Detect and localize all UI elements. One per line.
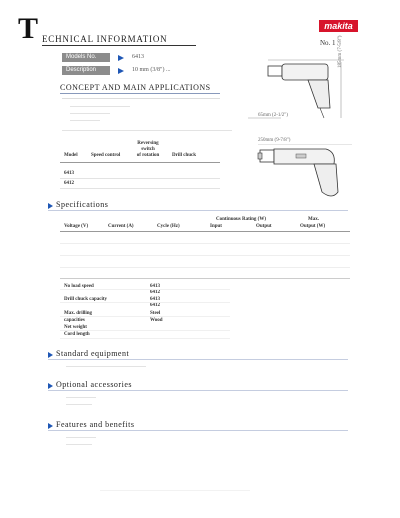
- spec-steel: Steel: [150, 311, 161, 316]
- table-rule: [60, 243, 350, 244]
- concept-title: CONCEPT AND MAIN APPLICATIONS: [60, 83, 211, 92]
- max-header: Max.: [308, 217, 319, 222]
- brand-logo: makita: [319, 20, 358, 32]
- continuous-rating-header: Continuous Rating (W): [216, 217, 267, 222]
- spec-label-no-load-speed: No load speed: [64, 284, 94, 289]
- specifications-title: Specifications: [56, 200, 109, 209]
- text-line: [66, 397, 96, 398]
- table-rule: [60, 278, 350, 279]
- dimension-height: 185mm (7-5/8"): [338, 35, 343, 68]
- arrow-right-icon: [118, 55, 124, 61]
- table-rule: [60, 267, 350, 268]
- concept-rule: [60, 93, 220, 94]
- dimension-length: 250mm (9-7/8"): [258, 138, 291, 143]
- speed-control-col-header: Speed control: [91, 153, 121, 158]
- table-rule: [60, 289, 230, 290]
- description-tag: Description: [62, 66, 110, 75]
- text-line: [62, 130, 232, 131]
- arrow-right-icon: [48, 203, 53, 209]
- reversing-col-header: Reversing switch of rotation: [136, 141, 160, 158]
- table-row-model: 6413: [64, 171, 74, 176]
- text-line: [70, 120, 100, 121]
- table-rule: [60, 338, 230, 339]
- table-rule: [60, 231, 350, 232]
- input-header: Input: [210, 224, 222, 229]
- table-rule: [60, 316, 230, 317]
- output-header: Output: [256, 224, 272, 229]
- spec-label-drill-chuck-capacity: Drill chuck capacity: [64, 297, 108, 302]
- drill-drawing-front-view: [256, 144, 356, 206]
- arrow-right-icon: [48, 352, 53, 358]
- text-line: [70, 106, 130, 107]
- page-title: ECHNICAL INFORMATION: [42, 34, 168, 44]
- current-header: Current (A): [108, 224, 134, 229]
- model-value: 6413: [132, 54, 144, 60]
- table-rule: [60, 255, 350, 256]
- spec-model-6413: 6413: [150, 284, 160, 289]
- text-line: [66, 437, 96, 438]
- spec-label-cord-length: Cord length: [64, 332, 90, 337]
- table-rule: [60, 162, 220, 163]
- spec-label-capacities: capacities: [64, 318, 85, 323]
- text-line: [70, 113, 110, 114]
- standard-equipment-title: Standard equipment: [56, 349, 130, 358]
- optional-rule: [48, 390, 348, 391]
- spec-label-max-drilling: Max. drilling: [64, 311, 93, 316]
- spec-wood: Wood: [150, 318, 163, 323]
- description-value: 10 mm (3/8") ...: [132, 67, 171, 73]
- spec-label-net-weight: Net weight: [64, 325, 87, 330]
- table-row-model: 6412: [64, 181, 74, 186]
- title-underline: [42, 45, 196, 46]
- cycle-header: Cycle (Hz): [157, 224, 180, 229]
- drill-chuck-col-header: Drill chuck: [172, 153, 197, 158]
- page-number: No. 1: [320, 39, 336, 47]
- standard-rule: [48, 359, 348, 360]
- table-rule: [60, 302, 230, 303]
- text-line: [66, 366, 146, 367]
- specifications-rule: [48, 210, 348, 211]
- table-rule: [60, 188, 220, 189]
- text-line: [66, 444, 92, 445]
- model-col-header: Model: [64, 153, 78, 158]
- spec-model-6412: 6412: [150, 303, 160, 308]
- max-output-header: Output (W): [300, 224, 326, 229]
- dimension-width: 65mm (2-1/2"): [258, 113, 288, 118]
- models-tag: Models No.: [62, 53, 110, 62]
- text-line: [66, 404, 92, 405]
- text-line: [62, 98, 220, 99]
- optional-accessories-title: Optional accessories: [56, 380, 132, 389]
- arrow-right-icon: [48, 423, 53, 429]
- features-title: Features and benefits: [56, 420, 135, 429]
- spec-model-6412: 6412: [150, 290, 160, 295]
- arrow-right-icon: [48, 383, 53, 389]
- voltage-header: Voltage (V): [64, 224, 89, 229]
- table-rule: [60, 330, 230, 331]
- arrow-right-icon: [118, 68, 124, 74]
- spec-model-6413: 6413: [150, 297, 160, 302]
- features-rule: [48, 430, 348, 431]
- table-rule: [60, 178, 220, 179]
- title-initial: T: [18, 12, 39, 45]
- footer-line: [100, 490, 250, 491]
